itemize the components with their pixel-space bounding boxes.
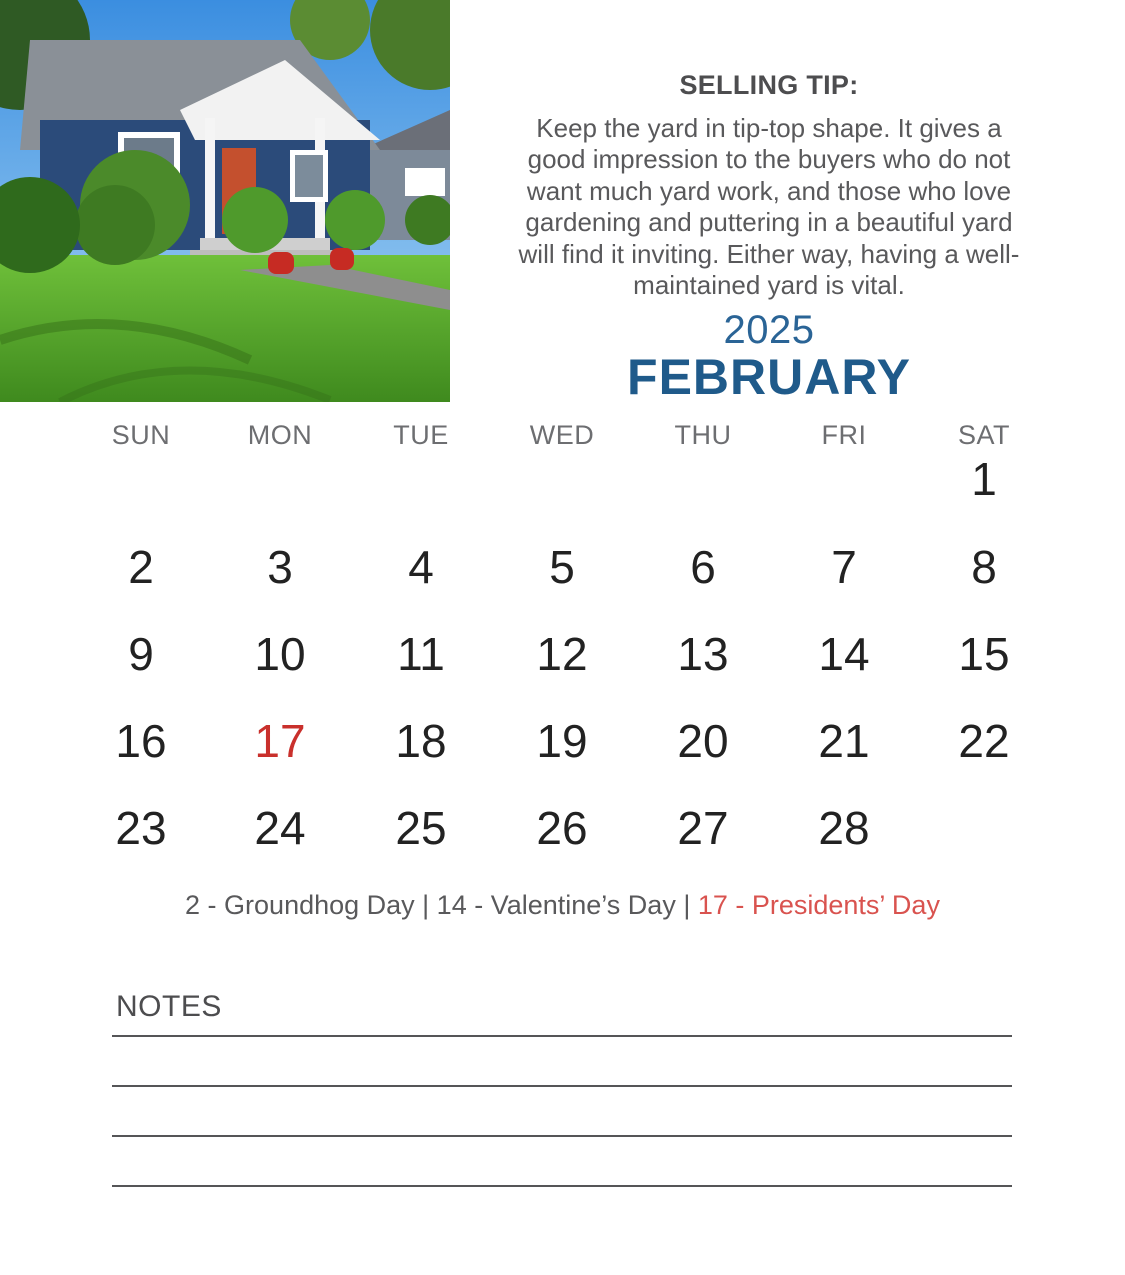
holiday-list-highlight: 17 - Presidents’ Day (697, 890, 940, 920)
calendar-day: 18 (395, 715, 447, 767)
calendar-day: 11 (397, 628, 445, 680)
notes-label: NOTES (116, 990, 222, 1023)
weekday-header: SUN (111, 420, 171, 450)
calendar-day: 12 (536, 628, 588, 680)
holiday-list-regular: 2 - Groundhog Day | 14 - Valentine’s Day | (185, 890, 698, 920)
notes-line (112, 1185, 1012, 1187)
calendar-day-holiday: 17 (254, 715, 306, 767)
weekday-header: THU (674, 420, 732, 450)
notes-line (112, 1085, 1012, 1087)
calendar-day: 1 (971, 453, 997, 505)
calendar-day: 5 (549, 541, 575, 593)
selling-tip-line: will find it inviting. Either way, having a well- (518, 238, 1020, 269)
calendar-day: 3 (267, 541, 293, 593)
calendar-day: 24 (254, 802, 306, 854)
calendar-day: 10 (254, 628, 306, 680)
weekday-header: WED (529, 420, 595, 450)
calendar-day: 13 (677, 628, 729, 680)
selling-tip-line: good impression to the buyers who do not (527, 144, 1011, 175)
calendar-day: 2 (128, 541, 154, 593)
calendar-day: 28 (818, 802, 870, 854)
notes-line (112, 1035, 1012, 1037)
calendar-day: 25 (395, 802, 447, 854)
calendar-day: 22 (958, 715, 1010, 767)
calendar-day: 16 (115, 715, 167, 767)
weekday-header: MON (247, 420, 313, 450)
calendar-day: 20 (677, 715, 729, 767)
calendar-day: 6 (690, 541, 716, 593)
calendar-day: 7 (831, 541, 857, 593)
calendar-year: 2025 (723, 308, 815, 352)
house-photo (0, 0, 450, 402)
weekday-header: FRI (821, 420, 867, 450)
calendar-day: 15 (958, 628, 1010, 680)
selling-tip-line: Keep the yard in tip-top shape. It gives a (536, 113, 1002, 143)
calendar-month: FEBRUARY (627, 349, 911, 405)
calendar-day: 9 (128, 628, 154, 680)
weekday-header: SAT (957, 420, 1010, 450)
calendar-day: 14 (818, 628, 870, 680)
selling-tip-line: want much yard work, and those who love (526, 175, 1012, 206)
selling-tip-heading: SELLING TIP: (679, 70, 859, 100)
calendar-day: 19 (536, 715, 588, 767)
selling-tip-line: gardening and puttering in a beautiful yard (525, 207, 1013, 238)
calendar-day: 27 (677, 802, 729, 854)
selling-tip-line: maintained yard is vital. (633, 270, 905, 301)
calendar-day: 4 (408, 541, 434, 593)
calendar-day: 26 (536, 802, 588, 854)
notes-line (112, 1135, 1012, 1137)
weekday-header: TUE (393, 420, 449, 450)
calendar-day: 8 (971, 541, 997, 593)
calendar-day: 23 (115, 802, 167, 854)
selling-tip (470, 70, 1068, 301)
holiday-list (0, 890, 1125, 921)
calendar-day: 21 (818, 715, 870, 767)
